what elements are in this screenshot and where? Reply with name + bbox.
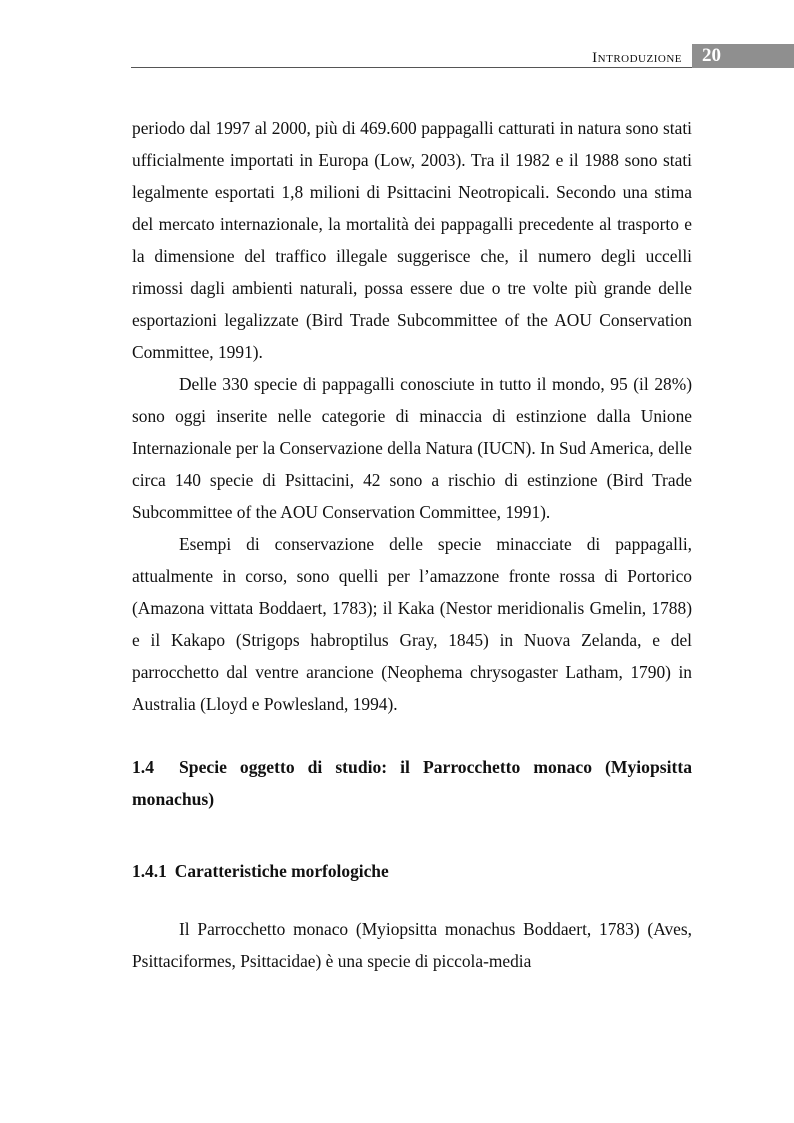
page-number-box [692, 44, 794, 68]
subsection-title: Caratteristiche morfologiche [174, 861, 389, 881]
running-header [0, 44, 794, 70]
paragraph-species-description: Il Parrocchetto monaco (Myiopsitta monachus Boddaert, 1783) (Aves, Psittaciformes, Psittacidae) è una specie di piccola-media [132, 919, 692, 971]
subsection-number: 1.4.1 [132, 861, 167, 881]
paragraph-continued: periodo dal 1997 al 2000, più di 469.600 pappagalli catturati in natura sono stati ufficialmente importati in Europa (Low, 2003). Tra il 1982 e il 1988 sono stati legalmente esportati 1,8 milioni di Psittacini Neotropicali. Secondo una stima del mercato internazionale, la mortalità dei pappagalli precedente al trasporto e la dimensione del traffico illegale suggerisce che, il numero degli uccelli rimossi dagli ambienti naturali, possa essere due o tre volte più grande delle esportazioni legalizzate (Bird Trade Subcommittee of the AOU Conservation Committee, 1991). [132, 118, 692, 362]
section-title: Specie oggetto di studio: il Parrocchetto monaco (Myiopsitta monachus) [132, 757, 692, 809]
body-text [132, 112, 692, 977]
subsection-heading [132, 855, 692, 887]
section-number: 1.4 [132, 757, 154, 777]
page-number: 20 [702, 45, 721, 66]
paragraph-endangered-species: Delle 330 specie di pappagalli conosciute in tutto il mondo, 95 (il 28%) sono oggi inserite nelle categorie di minaccia di estinzione dalla Unione Internazionale per la Conservazione della Natura (IUCN). In Sud America, delle circa 140 specie di Psittacini, 42 sono a rischio di estinzione (Bird Trade Subcommittee of the AOU Conservation Committee, 1991). [132, 374, 692, 522]
running-title: Introduzione [592, 50, 682, 66]
header-rule [131, 67, 692, 68]
paragraph-conservation-examples: Esempi di conservazione delle specie minacciate di pappagalli, attualmente in corso, sono quelli per l’amazzone fronte rossa di Portorico (Amazona vittata Boddaert, 1783); il Kaka (Nestor meridionalis Gmelin, 1788) e il Kakapo (Strigops habroptilus Gray, 1845) in Nuova Zelanda, e del parrocchetto dal ventre arancione (Neophema chrysogaster Latham, 1790) in Australia (Lloyd e Powlesland, 1994). [132, 534, 692, 714]
section-heading [132, 751, 692, 815]
